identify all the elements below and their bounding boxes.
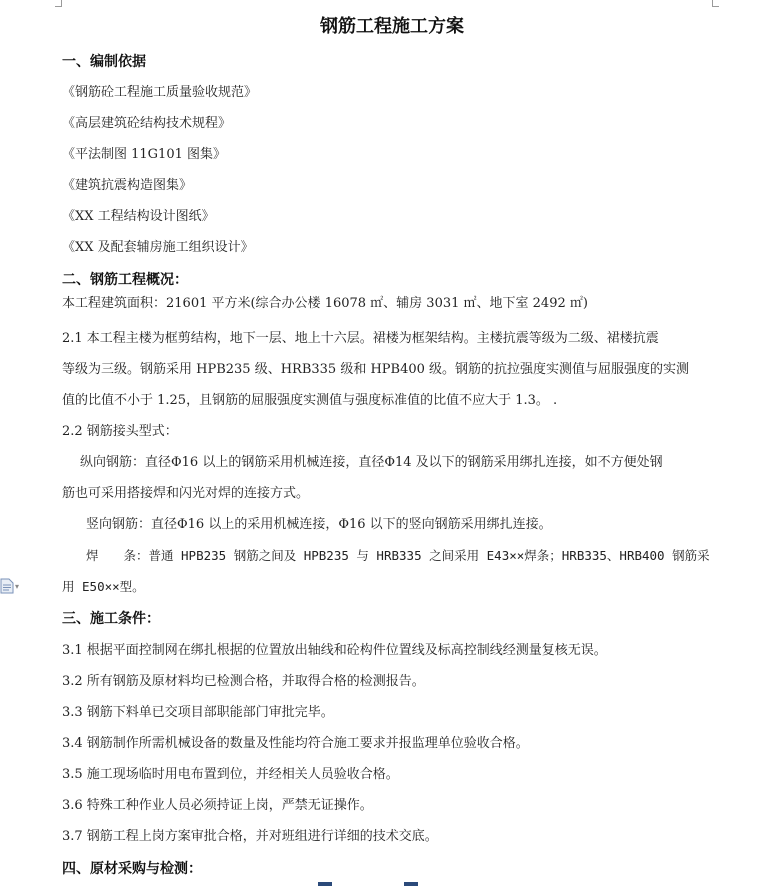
section-1-heading: 一、编制依据 [62, 54, 146, 70]
document-title: 钢筋工程施工方案 [320, 16, 464, 37]
reference-item: 《钢筋砼工程施工质量验收规范》 [62, 85, 258, 100]
condition-item: 3.2 所有钢筋及原材料均已检测合格，并取得合格的检测报告。 [62, 674, 425, 689]
longitudinal-rebar-line: 筋也可采用搭接焊和闪光对焊的连接方式。 [62, 486, 310, 501]
reference-item: 《平法制图 11G101 图集》 [62, 147, 227, 162]
reference-item: 《XX 工程结构设计图纸》 [62, 209, 215, 224]
longitudinal-rebar-line: 纵向钢筋：直径Φ16 以上的钢筋采用机械连接，直径Φ14 及以下的钢筋采用绑扎连接，如不方便处钢 [80, 455, 663, 470]
page-corner-mark-left [55, 0, 62, 7]
toolbar-mark [404, 882, 418, 886]
condition-item: 3.6 特殊工种作业人员必须持证上岗，严禁无证操作。 [62, 798, 373, 813]
reference-item: 《XX 及配套辅房施工组织设计》 [62, 240, 254, 255]
bottom-toolbar-edge [0, 880, 784, 886]
condition-item: 3.3 钢筋下料单已交项目部职能部门审批完毕。 [62, 705, 334, 720]
condition-item: 3.4 钢筋制作所需机械设备的数量及性能均符合施工要求并报监理单位验收合格。 [62, 736, 529, 751]
dropdown-arrow-icon[interactable]: ▾ [15, 582, 20, 591]
vertical-rebar-line: 竖向钢筋：直径Φ16 以上的采用机械连接，Φ16 以下的竖向钢筋采用绑扎连接。 [86, 517, 552, 532]
condition-item: 3.7 钢筋工程上岗方案审批合格，并对班组进行详细的技术交底。 [62, 829, 438, 844]
page-corner-mark-right [712, 0, 719, 7]
welding-rod-line: 焊 条：普通 HPB235 钢筋之间及 HPB235 与 HRB335 之间采用 E43××焊条；HRB335、HRB400 钢筋采 [86, 548, 710, 563]
paragraph-2-1-line: 2.1 本工程主楼为框剪结构，地下一层、地上十六层。裙楼为框架结构。主楼抗震等级为二级、裙楼抗震 [62, 331, 659, 346]
toolbar-mark [318, 882, 332, 886]
document-icon[interactable] [0, 578, 14, 594]
condition-item: 3.1 根据平面控制网在绑扎根据的位置放出轴线和砼构件位置线及标高控制线经测量复核无误。 [62, 643, 607, 658]
section-3-heading: 三、施工条件： [62, 611, 160, 627]
condition-item: 3.5 施工现场临时用电布置到位，并经相关人员验收合格。 [62, 767, 399, 782]
section-2-heading: 二、钢筋工程概况： [62, 272, 188, 288]
paragraph-2-1-line: 等级为三级。钢筋采用 HPB235 级、HRB335 级和 HPB400 级。钢筋的抗拉强度实测值与屈服强度的实测 [62, 362, 690, 377]
building-area-text: 本工程建筑面积：21601 平方米(综合办公楼 16078 ㎡、辅房 3031 ㎡、地下室 2492 ㎡) [62, 296, 588, 311]
paragraph-2-2-heading: 2.2 钢筋接头型式： [62, 424, 178, 439]
reference-item: 《高层建筑砼结构技术规程》 [62, 116, 232, 131]
reference-item: 《建筑抗震构造图集》 [62, 178, 193, 193]
paragraph-2-1-line: 值的比值不小于 1.25，且钢筋的屈服强度实测值与强度标准值的比值不应大于 1.3。 . [62, 393, 558, 408]
welding-rod-line: 用 E50××型。 [62, 579, 145, 594]
section-4-heading: 四、原材采购与检测： [62, 861, 202, 877]
